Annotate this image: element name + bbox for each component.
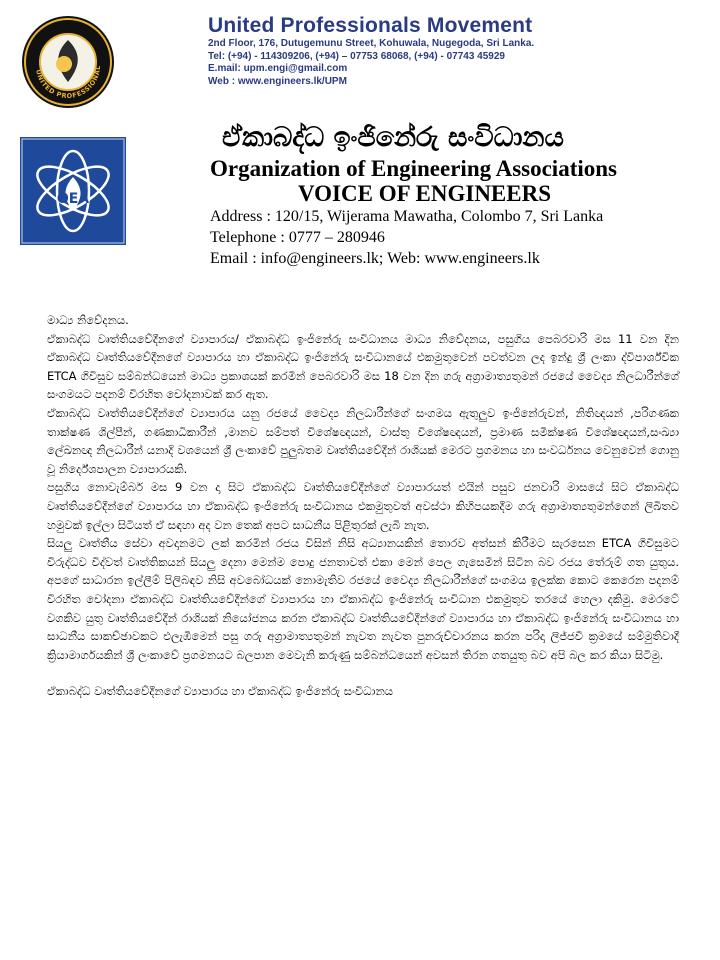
- upm-logo-text: UNITED PROFESSIONAL: [34, 64, 103, 101]
- oea-sinhala-name: ඒකාබද්ධ ඉංජිනේරු සංවිධානය: [222, 122, 564, 153]
- spacer: [47, 664, 679, 682]
- oea-logo: [20, 137, 126, 245]
- press-release-heading: මාධ්‍ය නිවේදනය.: [47, 313, 129, 327]
- paragraph-2: ඒකාබද්ධ වෘත්තියවේදීන්ගේ ව්‍යාපාරය යනු රජයේ වෛද්‍ය නිලධාරීන්ගේ සංගමය ඇතුලුව ඉංජිනේරුවන්, නිතිඥයන් ,පරිගණක තාක්ෂණ ශිල්පීන්, ගණකාධිකාරීන් ,මානව සම්පත් විශේෂඥයන්, වාස්තු විශේෂඥයන්, ප්‍රමාණ සමීක්ෂණ විශේෂඥයන්,සංඛ්‍යා ලේඛනඥ නිලධාරීන් යනාදි වශයෙන් ශ්‍රී ලංකාවේ පුලුබතම වෘත්තියවේදීන් රාශියක් මෙරට ප්‍රගමනය හා සංවර්ධනය වෙනුවෙන් ගොනු වූ නිර්දේශපාලන ව්‍යාපාරයකි.: [47, 405, 679, 476]
- upm-logo: [20, 14, 116, 110]
- oea-logo-text: OEA: [56, 191, 90, 207]
- upm-title: United Professionals Movement: [208, 14, 533, 37]
- oea-name: Organization of Engineering Associations: [210, 156, 617, 181]
- upm-letterhead: [208, 14, 708, 88]
- oea-email-web: Email : info@engineers.lk; Web: www.engineers.lk: [210, 250, 540, 267]
- paragraph-3: පසුගිය නොවැම්බර් මස 9 වන දා සිට ඒකාබද්ධ වෘත්තියවේදීන්ගේ ව්‍යාපාරයත් එයින් පසුව ජනවාරි මාසයේ සිට ඒකාබද්ධ වෘත්තියවේදීන්ගේ ව්‍යාපාරය හා ඒකාබද්ධ ඉංජිනේරු සංවිධානය එකමුතුවත් අවස්ථා කිහිපයකදීම ගරු අග්‍රාමාත්‍යතුමන්ගෙන් ලිඛිතව හමුවක් ඉල්ලා සිටියත් ඒ සඳහා අද වන තෙක් අපට සාධනීය පිළිතුරක් ලැබී නැත.: [47, 480, 679, 532]
- upm-address: 2nd Floor, 176, Dutugemunu Street, Kohuwala, Nugegoda, Sri Lanka.: [208, 38, 535, 49]
- press-release-body: [47, 311, 679, 701]
- paragraph-4: සියලු වෘත්තීය සේවා අවදානමට ලක් කරමින් රජය විසින් නිසි අධ්‍යානයකින් තොරව අත්සන් කිරීමට සැරසෙන ETCA ගිවිසුමට විරුද්ධව විද්වත් වෘත්තිකයන් සියලු දෙනා මෙන්ම පොදු ජනතාවත් එකා මෙන් පෙල ගැසෙමින් සිටින බව රජය තේරුම් ගත යුතුය. අපගේ සාධාරන ඉල්ලීම් පිලිබඳව නිසි අවබෝධයක් නොමැතිව රජයේ වෛද්‍ය නිලධාරීන්ගේ සංගමය ඉලක්ක කොට කෙරෙන පදනම් විරහිත චෝදනා ඒකාබද්ධ වෘත්තියවේදීන්ගේ ව්‍යාපාරය හා ඒකාබද්ධ ඉංජිනේරු සංවිධාන එකමුතුව තරයේ හෙලා දකිමු. මෙරටේ වගකිව යුතු වෘත්තියවේදීන් රාශියක් නියෝජනය කරන ඒකාබද්ධ වෘත්තියවේදීන්ගේ ව්‍යාපාරය හා ඒකාබද්ධ ඉංජිනේරු සංවිධානය හා සාධනීය සාකච්ඡාවකට එලැඹීමෙන් පසු ගරු අග්‍රාමාත්‍යතුමන් නැවත නැවත පුනරුච්චාරනය කරන පරිදා ලිජ්ජවී ක්‍රමයේ සම්මුතිවාදී ක්‍රියාමාර්ගයකින් ශ්‍රී ලංකාවේ ප්‍රගමනයට බලපාන මෙවැනි කරුණු සම්බන්ධයෙන් අවසන් තිරන ගතයුතු බව අපි බල කර කියා සිටිමු.: [47, 536, 679, 662]
- upm-email: E.mail: upm.engi@gmail.com: [208, 63, 348, 74]
- oea-telephone: Telephone : 0777 – 280946: [210, 229, 385, 246]
- oea-address: Address : 120/15, Wijerama Mawatha, Colombo 7, Sri Lanka: [210, 208, 604, 225]
- upm-telephone: Tel: (+94) - 114309206, (+94) – 07753 68068, (+94) - 07743 45929: [208, 50, 505, 62]
- oea-letterhead: [210, 120, 710, 269]
- oea-slogan: VOICE OF ENGINEERS: [298, 181, 552, 206]
- signature: ඒකාබද්ධ වෘත්තියවේදීනගේ ව්‍යාපාරය හා ඒකාබද්ධ ඉංජිනේරු සංවිධානය: [47, 684, 394, 699]
- paragraph-1: ඒකාබද්ධ වෘත්තියවේදීනගේ ව්‍යාපාරය/ ඒකාබද්ධ ඉංජිනේරු සංවිධානය මාධ්‍ය නිවේදනය, පසුගිය පෙබරවාරි මස 11 වන දින ඒකාබද්ධ වෘත්තියවේදීනගේ ව්‍යාපාරය හා ඒකාබද්ධ ඉංජිනේරු සංවිධානයේ එකමුතුවෙන් පවත්වන ලද ඉන්දු ශ්‍රී ලංකා ද්විපාර්ශ්වික ETCA ගිවිසුව සම්බන්ධයෙන් මාධ්‍ය ප්‍රකාශයක් කරමින් පෙබරවාරි මස 18 වන දින ගරු අග්‍රාමාත්‍යතුමන් රජයේ වෛද්‍ය නිලධාරීන්ගේ සංගමයට පදනම් විරහිත චෝදනාවක් කර ඇත.: [47, 331, 679, 402]
- upm-web: Web : www.engineers.lk/UPM: [208, 75, 347, 87]
